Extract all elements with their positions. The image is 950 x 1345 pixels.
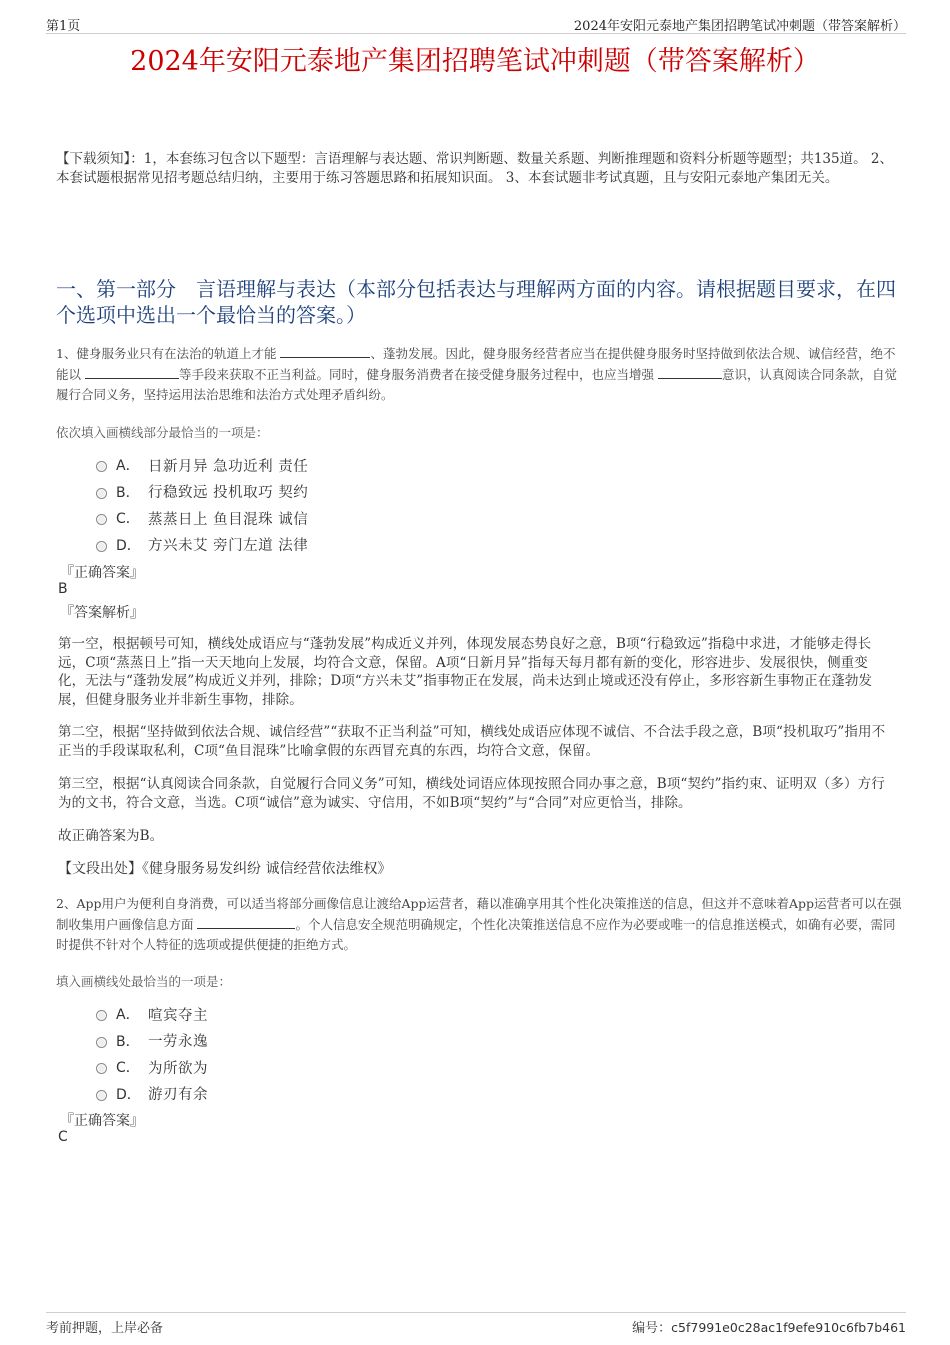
header-doc-title: 2024年安阳元泰地产集团招聘笔试冲刺题（带答案解析） [573, 19, 906, 34]
blank-1 [280, 345, 370, 358]
analysis-label: 『答案解析』 [60, 605, 144, 621]
blank-2 [85, 366, 179, 379]
document-title: 2024年安阳元泰地产集团招聘笔试冲刺题（带答案解析） [130, 46, 820, 77]
radio-icon[interactable] [96, 1037, 107, 1048]
analysis-paragraph-2: 第二空，根据“坚持做到依法合规、诚信经营”“获取不正当利益”可知，横线处成语应体现不诚信、不合法手段之意，B项“投机取巧”指用不正当的手段谋取私利，C项“鱼目混珠”比喻拿假的东西冒充真的东西，均符合文意，保留。 [58, 724, 886, 759]
option-d[interactable]: D． 游刃有余 [96, 1081, 496, 1108]
question-1-part-3: 等手段来获取不正当利益。同时，健身服务消费者在接受健身服务过程中，也应当增强 [178, 366, 658, 382]
analysis-paragraph-1: 第一空，根据顿号可知，横线处成语应与“蓬勃发展”构成近义并列，体现发展态势良好之意，B项“行稳致远”指稳中求进，才能够走得长远，C项“蒸蒸日上”指一天天地向上发展，均符合文意，保留。A项“日新月异”指每天每月都有新的变化，形容进步、发展很快，侧重变化，无法与“蓬勃发展”构成近义并列，排除；D项“方兴未艾”指事物正在发展，尚未达到止境或还没有停止，多形容新生事物正在蓬勃发展，但健身服务业并非新生事物，排除。 [58, 636, 873, 708]
radio-icon[interactable] [96, 1010, 107, 1021]
question-1-part-4: 意识，认真阅读合同条款，自觉履行合同义务，坚持运用法治思维和法治方式处理矛盾纠纷。 [56, 366, 897, 402]
question-2-options [96, 1001, 496, 1107]
analysis-conclusion: 故正确答案为B。 [58, 828, 164, 844]
footer-slogan: 考前押题，上岸必备 [46, 1321, 164, 1336]
question-1-prompt: 依次填入画横线部分最恰当的一项是： [56, 425, 269, 440]
answer-value: C [58, 1129, 68, 1145]
question-2-prompt: 填入画横线处最恰当的一项是： [56, 974, 232, 989]
answer-label: 『正确答案』 [60, 565, 144, 581]
section-heading: 一、第一部分 言语理解与表达（本部分包括表达与理解两方面的内容。请根据题目要求，在四个选项中选出一个最恰当的答案。） [56, 277, 896, 327]
radio-icon[interactable] [96, 488, 107, 499]
footer-code-label: 编号： [632, 1321, 672, 1336]
page-footer [46, 1312, 906, 1335]
question-2-part-2: 。个人信息安全规范明确规定，个性化决策推送信息不应作为必要或唯一的信息推送模式，如确有必要，需同时提供不针对个人特征的选项或提供便捷的拒绝方式。 [56, 916, 896, 952]
answer-label: 『正确答案』 [60, 1113, 144, 1129]
answer-value: B [58, 581, 68, 597]
option-b[interactable]: B． 行稳致远 投机取巧 契约 [96, 479, 496, 506]
question-1-text [56, 344, 902, 406]
radio-icon[interactable] [96, 1063, 107, 1074]
question-1-part-2: 、蓬勃发展。因此，健身服务经营者应当在提供健身服务时坚持做到依法合规、诚信经营，绝不能以 [56, 346, 896, 382]
option-c[interactable]: C． 为所欲为 [96, 1054, 496, 1081]
blank-3 [658, 366, 722, 379]
option-c[interactable]: C． 蒸蒸日上 鱼目混珠 诚信 [96, 505, 496, 532]
question-2-text [56, 894, 902, 956]
blank-1 [197, 916, 295, 929]
radio-icon[interactable] [96, 1090, 107, 1101]
option-d[interactable]: D． 方兴未艾 旁门左道 法律 [96, 532, 496, 559]
radio-icon[interactable] [96, 514, 107, 525]
footer-code-value: c5f7991e0c28ac1f9efe910c6fb7b461 [671, 1320, 906, 1335]
question-2-part-1: 2、App用户为便利自身消费，可以适当将部分画像信息让渡给App运营者，藉以准确享用其个性化决策推送的信息，但这并不意味着App运营者可以在强制收集用户画像信息方面 [56, 896, 902, 932]
radio-icon[interactable] [96, 461, 107, 472]
analysis-paragraph-3: 第三空，根据“认真阅读合同条款，自觉履行合同义务”可知，横线处词语应体现按照合同办事之意，B项“契约”指约束、证明双（多）方行为的文书，符合文意，当选。C项“诚信”意为诚实、守信用，不如B项“契约”与“合同”对应更恰当，排除。 [58, 776, 885, 811]
page-number: 第1页 [46, 19, 81, 34]
question-1-options [96, 452, 496, 558]
option-a[interactable]: A． 日新月异 急功近利 责任 [96, 452, 496, 479]
option-b[interactable]: B． 一劳永逸 [96, 1028, 496, 1055]
option-a[interactable]: A． 喧宾夺主 [96, 1001, 496, 1028]
radio-icon[interactable] [96, 541, 107, 552]
question-1-part-1: 1、健身服务业只有在法治的轨道上才能 [56, 346, 281, 361]
download-notice: 【下载须知】：1，本套练习包含以下题型：言语理解与表达题、常识判断题、数量关系题、判断推理题和资料分析题等题型；共135道。 2、本套试题根据常见招考题总结归纳，主要用于练习答题思路和拓展知识面。 3、本套试题非考试真题，且与安阳元泰地产集团无关。 [56, 151, 893, 186]
source-citation: 【文段出处】《健身服务易发纠纷 诚信经营依法维权》 [58, 861, 392, 877]
page-header [46, 15, 906, 34]
footer-code [632, 1317, 906, 1336]
